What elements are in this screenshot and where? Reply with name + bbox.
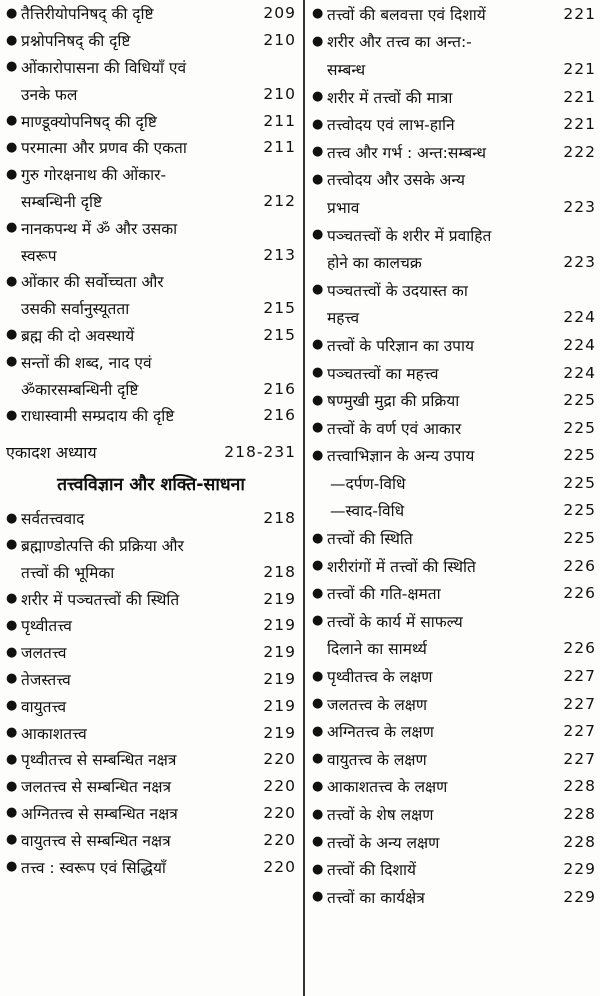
toc-entry [312,166,596,221]
toc-entry-title: शरीर में तत्त्वों की मात्रा [327,88,453,107]
toc-entry-title: महत्त्व [327,309,360,328]
toc-entry [6,134,296,161]
toc-line [312,83,596,111]
toc-line [6,188,296,215]
toc-line [312,193,596,221]
toc-line [312,855,596,883]
bullet-icon: ● [312,585,324,601]
toc-entry-page: 212 [263,191,296,210]
toc-entry [312,690,596,718]
toc-entry-page: 220 [263,803,296,822]
bullet-icon: ● [312,806,324,822]
chapter-label: एकादश अध्याय [6,442,97,462]
bullet-icon: ● [6,805,18,821]
toc-line [312,248,596,276]
toc-entry-title: ब्रह्माण्डोत्पत्ति की प्रक्रिया और [21,536,184,555]
toc-entry-page: 215 [263,325,296,344]
toc-entry-page: 227 [563,749,596,768]
bullet-icon: ● [312,6,324,22]
toc-entry-title: स्वरूप [21,246,57,265]
bullet-icon: ● [312,834,324,850]
toc-entry-page: 225 [563,501,596,520]
bullet-icon: ● [6,273,18,289]
bullet-icon: ● [312,144,324,160]
toc-line [312,55,596,83]
toc-entry [312,359,596,387]
column-divider [303,0,305,996]
chapter-pages: 218-231 [224,442,296,461]
toc-line [312,276,596,304]
toc-entry [312,28,596,83]
toc-line [6,692,296,719]
toc-line [312,386,596,414]
toc-entry-page: 221 [563,4,596,23]
toc-line [312,524,596,552]
toc-entry-page: 219 [263,616,296,635]
bullet-icon: ● [312,723,324,739]
toc-entry [312,138,596,166]
toc-entry-title: तत्त्वाभिज्ञान के अन्य उपाय [327,447,475,466]
bullet-icon: ● [6,859,18,874]
bullet-icon: ● [312,89,324,105]
toc-line [6,161,296,188]
toc-entry-page: 225 [563,418,596,437]
toc-entry-title: ब्रह्म की दो अवस्थायें [21,326,135,345]
toc-line [312,745,596,773]
toc-entry-title: नानकपन्थ में ॐ और उसका [21,219,178,238]
toc-line [312,414,596,442]
toc-entry-title: गुरु गोरक्षनाथ की ओंकार- [21,166,167,185]
toc-entry [6,214,296,268]
toc-line [6,826,296,853]
toc-line [312,497,596,525]
toc-line [312,883,596,911]
toc-entry-title: तत्त्वों की स्थिति [327,530,413,549]
bullet-icon: ● [312,530,324,546]
toc-entry [312,497,596,525]
toc-entry-title: पृथ्वीतत्त्व के लक्षण [327,668,433,687]
toc-entry-title: जलतत्त्व के लक्षण [327,695,428,714]
toc-entry-title: राधास्वामी सम्प्रदाय की दृष्टि [21,407,175,426]
toc-entry-title: पृथ्वीतत्त्व [21,617,72,636]
toc-entry-title: सम्बन्ध [327,60,366,79]
toc-entry-title: आकाशतत्त्व [21,724,87,743]
toc-entry-page: 223 [563,253,596,272]
toc-line [6,134,296,161]
toc-entry [312,717,596,745]
toc-entry-page: 220 [263,777,296,796]
bullet-icon: ● [312,696,324,712]
toc-line [312,800,596,828]
toc-line [312,110,596,138]
toc-list [6,0,296,429]
toc-entry-title: तेजस्तत्त्व [21,670,71,689]
toc-entry [312,855,596,883]
toc-line [312,690,596,718]
toc-entry [6,107,296,134]
bullet-icon: ● [6,510,18,526]
bullet-icon: ● [312,420,324,436]
toc-entry-page: 218 [263,562,296,581]
toc-line [312,359,596,387]
toc-entry-page: 220 [263,830,296,849]
bullet-icon: ● [6,113,18,129]
toc-entry-title: तत्त्वों के अन्य लक्षण [327,833,440,852]
toc-entry-page: 211 [263,138,296,157]
toc-entry-title: वायुतत्त्व के लक्षण [327,750,427,769]
toc-entry [312,773,596,801]
bullet-icon: ● [6,32,18,48]
bullet-icon: ● [312,116,324,132]
bullet-icon: ● [312,861,324,877]
toc-entry-page: 213 [263,245,296,264]
toc-line [6,295,296,322]
bullet-icon: ● [6,751,18,767]
toc-entry [6,322,296,349]
toc-entry-title: तत्त्वों की बलवत्ता एवं दिशायें [327,5,486,24]
toc-entry-page: 221 [563,115,596,134]
toc-entry-title: दिलाने का सामर्थ्य [327,640,427,659]
toc-entry-title: जलतत्त्व से सम्बन्धित नक्षत्र [21,778,172,797]
bullet-icon: ● [6,671,18,687]
toc-entry [312,0,596,28]
toc-entry-page: 215 [263,299,296,318]
toc-entry [6,585,296,612]
toc-entry [312,414,596,442]
toc-line [312,221,596,249]
toc-entry-page: 219 [263,669,296,688]
toc-entry-title: अग्नितत्त्व से सम्बन्धित नक्षत्र [21,804,178,823]
toc-entry [312,579,596,607]
bullet-icon: ● [312,751,324,767]
bullet-icon: ● [312,558,324,574]
bullet-icon: ● [312,778,324,794]
toc-entry-page: 219 [263,723,296,742]
chapter-heading [6,437,296,467]
toc-entry [312,469,596,497]
toc-entry-page: 225 [563,391,596,410]
toc-entry-title: शरीरांगों में तत्त्वों की स्थिति [327,557,476,576]
toc-line [312,331,596,359]
toc-line [312,635,596,663]
toc-line [6,639,296,666]
toc-entry-page: 228 [563,832,596,851]
toc-line [6,800,296,827]
toc-entry [6,268,296,322]
toc-entry-title: वायुतत्त्व [21,697,67,716]
toc-entry-page: 228 [563,805,596,824]
toc-entry-title: पञ्चतत्त्वों के उदयास्त का [327,281,468,300]
toc-entry-title: —दर्पण-विधि [330,474,406,493]
toc-entry-title: शरीर और तत्त्व का अन्त:- [327,33,472,52]
toc-line [6,853,296,880]
toc-entry-page: 225 [563,473,596,492]
toc-entry [6,505,296,532]
toc-entry-page: 216 [263,379,296,398]
toc-entry [312,524,596,552]
toc-line [6,505,296,532]
toc-entry [6,746,296,773]
toc-entry [6,27,296,54]
bullet-icon: ● [6,166,18,182]
toc-entry [312,883,596,911]
toc-entry-page: 211 [263,111,296,130]
toc-line [6,268,296,295]
toc-entry-title: तत्त्वों के कार्य में साफल्य [327,612,463,631]
toc-entry [6,719,296,746]
toc-entry-title: सर्वतत्त्ववाद [21,510,85,529]
toc-line [6,80,296,107]
toc-entry-page: 222 [563,142,596,161]
toc-line [6,375,296,402]
toc-entry [6,0,296,27]
bullet-icon: ● [312,365,324,381]
toc-entry [312,800,596,828]
toc-entry-page: 221 [563,59,596,78]
bullet-icon: ● [312,337,324,353]
toc-entry-title: होने का कालचक्र [327,254,422,273]
toc-entry-title: तत्त्वोदय और उसके अन्य [327,171,465,190]
toc-entry-page: 219 [263,696,296,715]
toc-line [312,166,596,194]
toc-entry-title: सम्बन्धिनी दृष्टि [21,192,103,211]
toc-line [312,662,596,690]
bullet-icon: ● [312,227,324,243]
right-column [312,0,596,911]
toc-line [6,27,296,54]
toc-entry [6,826,296,853]
toc-entry-title: सन्तों की शब्द, नाद एवं [21,353,152,372]
toc-entry-title: तत्त्व और गर्भ : अन्त:सम्बन्ध [327,143,487,162]
toc-entry [6,54,296,108]
toc-entry [6,853,296,880]
toc-entry-title: पृथ्वीतत्त्व से सम्बन्धित नक्षत्र [21,751,177,770]
bullet-icon: ● [312,171,324,187]
bullet-icon: ● [312,613,324,629]
toc-entry-page: 210 [263,31,296,50]
toc-line [312,773,596,801]
bullet-icon: ● [312,447,324,463]
toc-entry-title: तत्त्वों की दिशायें [327,861,417,880]
toc-line [6,773,296,800]
toc-entry [6,402,296,429]
toc-entry-title: तैत्तिरीयोपनिषद् की दृष्टि [21,5,154,24]
toc-entry-page: 216 [263,406,296,425]
toc-list [6,505,296,880]
toc-list [312,0,596,911]
bullet-icon: ● [6,139,18,155]
toc-entry-title: शरीर में पञ्चतत्त्वों की स्थिति [21,590,180,609]
toc-entry-title: वायुतत्त्व से सम्बन्धित नक्षत्र [21,831,171,850]
toc-entry [6,612,296,639]
toc-entry [312,276,596,331]
toc-entry-title: उनके फल [21,85,78,104]
toc-entry-page: 210 [263,84,296,103]
toc-line [312,0,596,28]
toc-entry [6,666,296,693]
toc-entry [312,331,596,359]
toc-entry [312,828,596,856]
bullet-icon: ● [6,537,18,553]
toc-entry-title: तत्त्वों के शेष लक्षण [327,806,434,825]
toc-line [312,304,596,332]
toc-line [6,348,296,375]
bullet-icon: ● [312,282,324,298]
toc-entry-page: 219 [263,643,296,662]
toc-entry-page: 224 [563,308,596,327]
toc-entry-page: 226 [563,584,596,603]
toc-line [6,241,296,268]
toc-entry-title: तत्त्वों का कार्यक्षेत्र [327,888,425,907]
toc-line [6,322,296,349]
toc-line [312,28,596,56]
bullet-icon: ● [6,354,18,370]
bullet-icon: ● [6,832,18,848]
toc-entry-page: 226 [563,639,596,658]
toc-entry [312,662,596,690]
toc-entry-page: 228 [563,777,596,796]
toc-line [312,552,596,580]
toc-entry-title: तत्त्वों के परिज्ञान का उपाय [327,336,474,355]
toc-entry-title: प्रभाव [327,198,360,217]
toc-entry-page: 227 [563,667,596,686]
toc-line [6,532,296,559]
toc-entry-page: 221 [563,87,596,106]
toc-entry-title: तत्त्वोदय एवं लाभ-हानि [327,116,455,135]
toc-entry [312,221,596,276]
toc-entry-page: 225 [563,529,596,548]
toc-line [312,469,596,497]
bullet-icon: ● [6,617,18,633]
toc-entry-title: जलतत्त्व [21,644,67,663]
toc-entry-title: तत्त्वों के वर्ण एवं आकार [327,419,462,438]
toc-entry-title: ओंकार की सर्वोच्चता और [21,273,164,292]
toc-line [6,666,296,693]
toc-entry-title: —स्वाद-विधि [330,502,405,521]
toc-entry-title: उसकी सर्वानुस्यूतता [21,300,130,319]
toc-entry-title: परमात्मा और प्रणव की एकता [21,139,187,158]
toc-entry [312,607,596,662]
toc-entry [6,532,296,586]
toc-entry [312,83,596,111]
toc-line [312,442,596,470]
toc-entry [6,639,296,666]
bullet-icon: ● [6,407,18,423]
toc-entry [6,773,296,800]
toc-entry [312,552,596,580]
toc-entry-page: 218 [263,509,296,528]
bullet-icon: ● [6,778,18,794]
toc-entry-title: ॐकारसम्बन्धिनी दृष्टि [21,380,139,399]
bullet-icon: ● [312,33,324,49]
toc-entry [312,442,596,470]
toc-entry [6,800,296,827]
bullet-icon: ● [6,220,18,236]
toc-entry-page: 223 [563,197,596,216]
toc-entry-page: 220 [263,857,296,876]
bullet-icon: ● [6,725,18,741]
toc-entry-title: ओंकारोपासना की विधियाँ एवं [21,58,187,77]
toc-entry [6,161,296,215]
toc-entry-title: तत्त्वों की भूमिका [21,563,115,582]
toc-line [6,558,296,585]
toc-entry-page: 224 [563,335,596,354]
toc-entry-page: 227 [563,722,596,741]
bullet-icon: ● [312,392,324,408]
bullet-icon: ● [6,59,18,75]
toc-entry-title: पञ्चतत्त्वों का महत्त्व [327,364,439,383]
toc-entry-title: प्रश्नोपनिषद् की दृष्टि [21,32,131,51]
toc-entry [312,110,596,138]
left-column [6,0,296,880]
toc-entry-title: षण्मुखी मुद्रा की प्रक्रिया [327,392,460,411]
bullet-icon: ● [312,668,324,684]
toc-entry-page: 225 [563,446,596,465]
toc-entry-page: 220 [263,750,296,769]
toc-entry-title: तत्त्व : स्वरूप एवं सिद्धियाँ [21,858,166,877]
toc-entry-page: 209 [263,4,296,23]
toc-entry-title: तत्त्वों की गति-क्षमता [327,585,441,604]
bullet-icon: ● [6,644,18,660]
toc-entry-title: आकाशतत्त्व के लक्षण [327,778,448,797]
toc-line [6,585,296,612]
toc-line [6,612,296,639]
toc-line [312,138,596,166]
bullet-icon: ● [6,5,18,21]
toc-line [312,579,596,607]
toc-entry-page: 229 [563,860,596,879]
toc-entry-page: 219 [263,589,296,608]
toc-entry-page: 227 [563,694,596,713]
toc-line [312,607,596,635]
toc-line [312,717,596,745]
toc-line [6,746,296,773]
chapter-title: तत्त्वविज्ञान और शक्ति-साधना [57,474,245,495]
toc-entry [312,745,596,773]
toc-entry-page: 229 [563,887,596,906]
bullet-icon: ● [312,889,324,905]
toc-entry-title: अग्नितत्त्व के लक्षण [327,723,434,742]
toc-line [6,107,296,134]
bullet-icon: ● [6,698,18,714]
toc-entry [312,386,596,414]
toc-entry-title: पञ्चतत्त्वों के शरीर में प्रवाहित [327,226,492,245]
toc-line [6,0,296,27]
bullet-icon: ● [6,327,18,343]
toc-line [6,214,296,241]
toc-entry [6,692,296,719]
toc-entry-page: 226 [563,556,596,575]
bullet-icon: ● [6,591,18,607]
toc-entry [6,348,296,402]
toc-line [6,402,296,429]
toc-line [6,54,296,81]
toc-line [312,828,596,856]
toc-line [6,719,296,746]
toc-entry-page: 224 [563,363,596,382]
toc-entry-title: माण्डूक्योपनिषद् की दृष्टि [21,112,157,131]
